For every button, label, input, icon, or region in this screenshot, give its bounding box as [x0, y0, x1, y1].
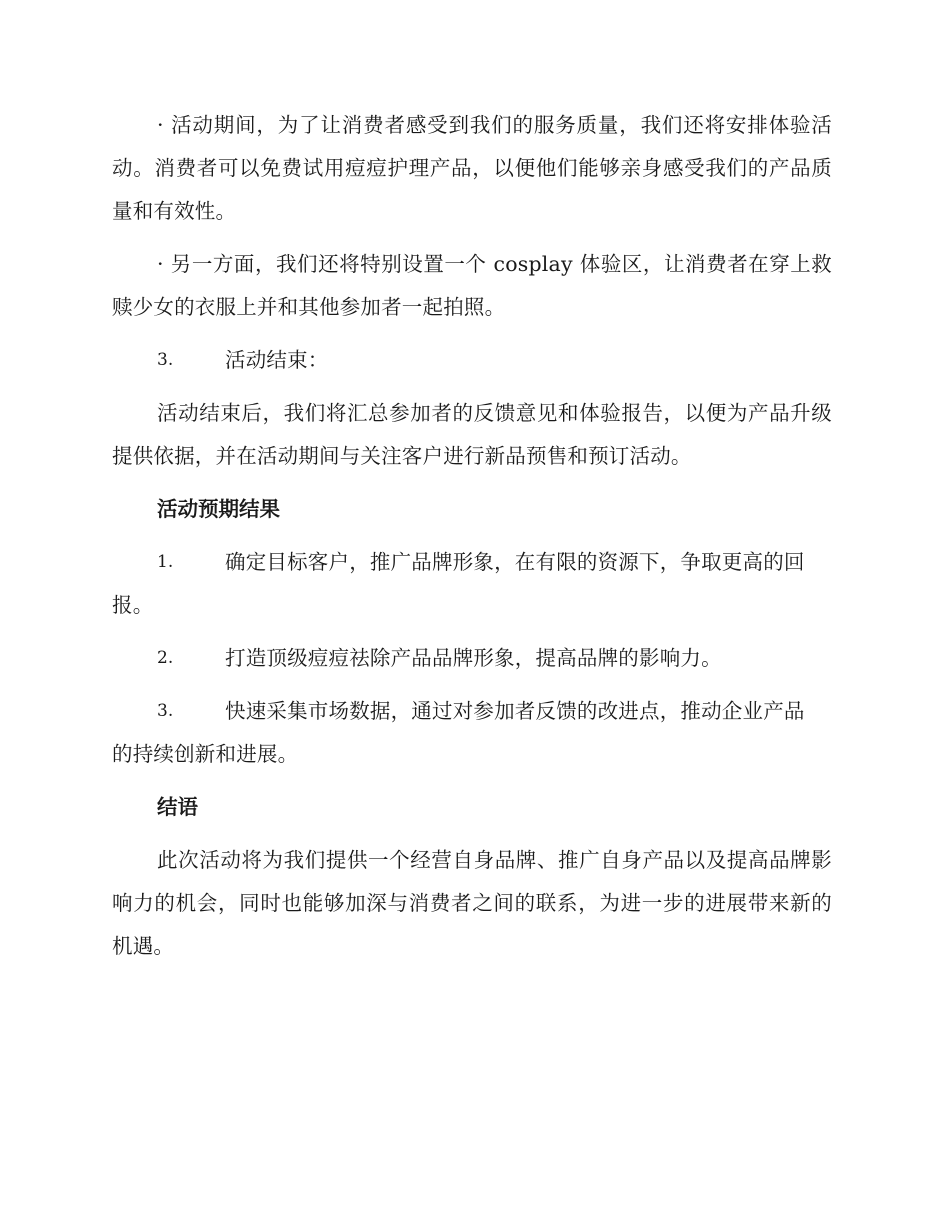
list-item-continuation: 的持续创新和进展。 [112, 742, 299, 766]
list-number: 3. [157, 350, 174, 370]
bullet-paragraph-experience: · 活动期间，为了让消费者感受到我们的服务质量，我们还将安排体验活动。消费者可以免费试用痘痘护理产品，以便他们能够亲身感受我们的产品质量和有效性。 [112, 113, 832, 223]
list-item [112, 690, 832, 776]
bullet-paragraph-cosplay: · 另一方面，我们还将特别设置一个 cosplay 体验区，让消费者在穿上救赎少女的衣服上并和其他参加者一起拍照。 [112, 252, 832, 319]
list-item-text: 快速采集市场数据，通过对参加者反馈的改进点，推动企业产品 [225, 699, 805, 723]
results-list [112, 541, 832, 776]
list-number: 2. [157, 648, 174, 668]
activity-end-item [112, 339, 832, 382]
list-item [112, 541, 832, 627]
list-item-text: 活动结束： [225, 348, 329, 372]
list-number: 3. [157, 701, 174, 721]
section-heading-results: 活动预期结果 [157, 497, 280, 521]
list-item [112, 637, 832, 680]
list-item-text: 打造顶级痘痘祛除产品品牌形象，提高品牌的影响力。 [225, 646, 722, 670]
activity-end-paragraph: 活动结束后，我们将汇总参加者的反馈意见和体验报告，以便为产品升级提供依据，并在活动期间与关注客户进行新品预售和预订活动。 [112, 401, 832, 468]
section-heading-conclusion: 结语 [157, 795, 198, 819]
conclusion-paragraph: 此次活动将为我们提供一个经营自身品牌、推广自身产品以及提高品牌影响力的机会，同时也能够加深与消费者之间的联系，为进一步的进展带来新的机遇。 [112, 848, 832, 958]
document-page [112, 104, 832, 968]
list-number: 1. [157, 552, 174, 572]
list-item-text: 确定目标客户，推广品牌形象，在有限的资源下，争取更高的回 [225, 550, 805, 574]
list-item-continuation: 报。 [112, 593, 154, 617]
